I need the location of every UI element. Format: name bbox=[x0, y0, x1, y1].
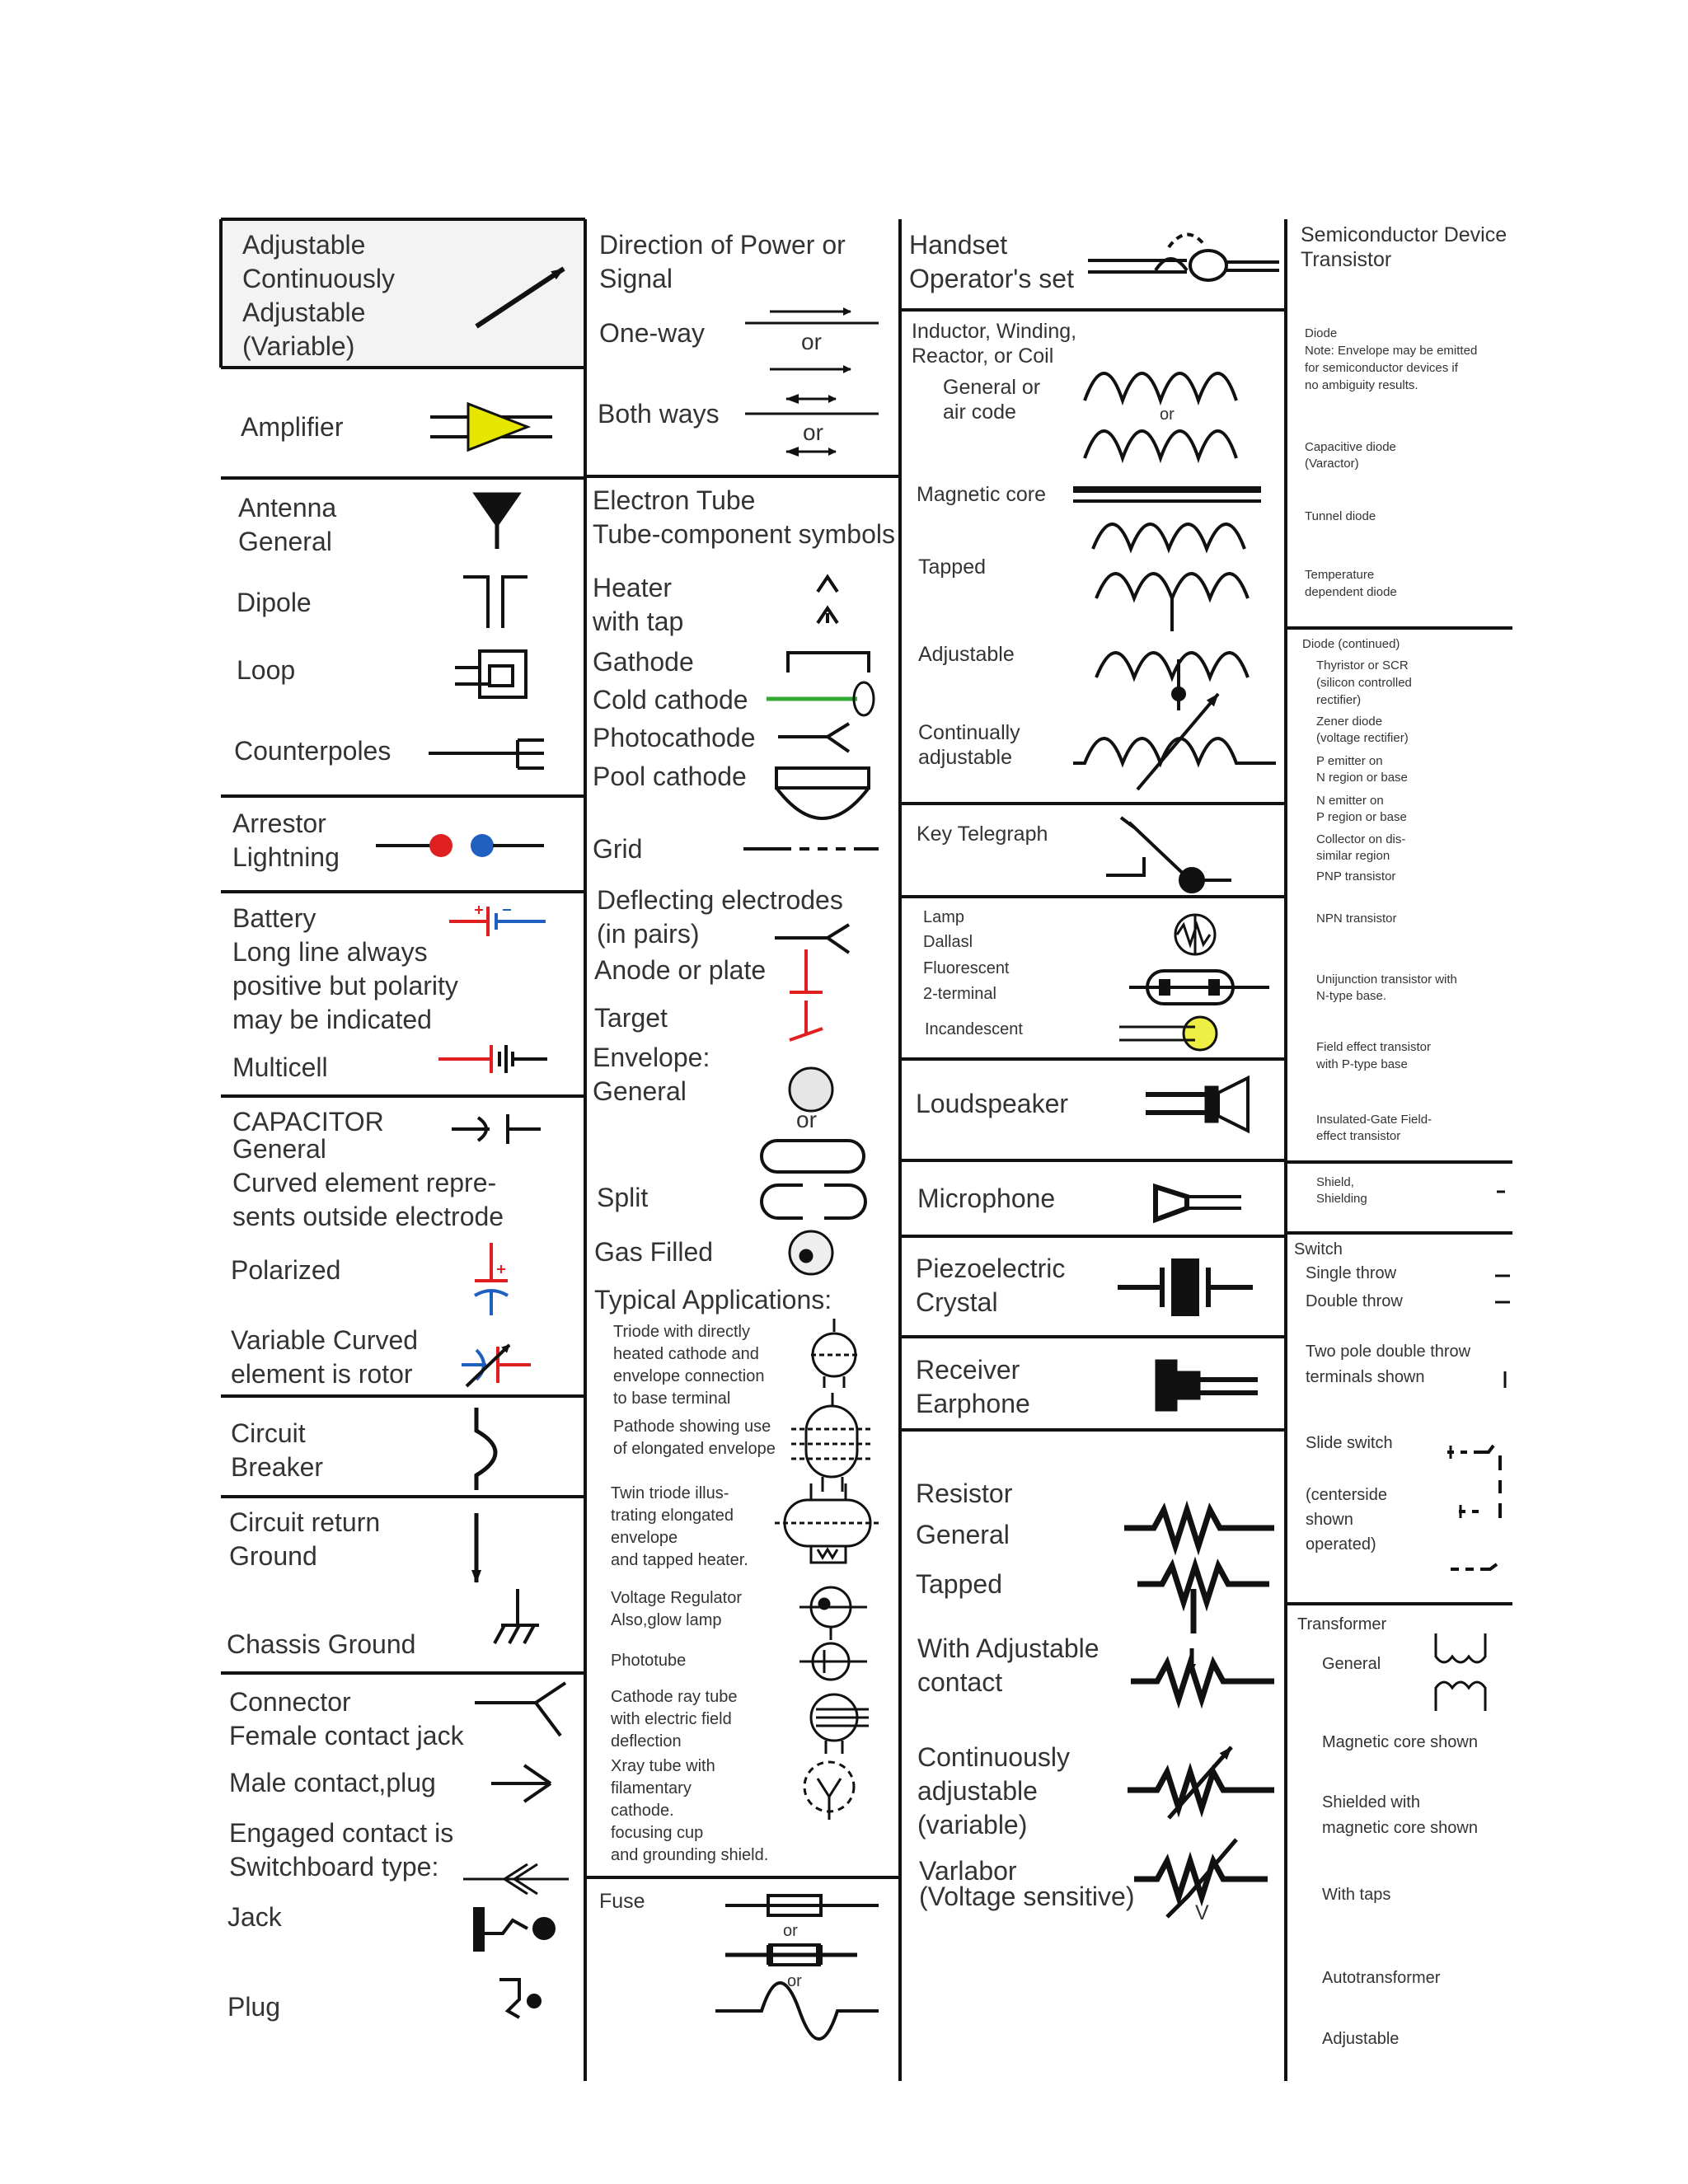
twin-triode-label-3: envelope bbox=[611, 1529, 678, 1547]
pathode-label-1: Pathode showing use bbox=[613, 1418, 771, 1436]
crt-symbol bbox=[811, 1694, 869, 1754]
gas-filled-symbol bbox=[790, 1231, 832, 1274]
centerside-label-1: (centerside bbox=[1306, 1486, 1387, 1504]
inductor-label-1: Inductor, Winding, bbox=[912, 320, 1077, 343]
deflecting-electrodes-symbol bbox=[775, 925, 849, 953]
triode-label-4: to base terminal bbox=[613, 1390, 731, 1408]
connector-label-1: Connector bbox=[229, 1687, 351, 1717]
continuously-adjustable-label-1: Continuously bbox=[917, 1742, 1070, 1772]
shield-label-2: Shielding bbox=[1316, 1192, 1367, 1206]
male-contact-label: Male contact,plug bbox=[229, 1768, 436, 1797]
single-throw-label: Single throw bbox=[1306, 1264, 1397, 1282]
battery-symbol bbox=[449, 906, 546, 936]
circuit-return-label-1: Circuit return bbox=[229, 1507, 381, 1537]
continually-label-2: adjustable bbox=[918, 746, 1012, 769]
triode-label-2: heated cathode and bbox=[613, 1345, 759, 1363]
inductor-air-symbol-2 bbox=[1085, 431, 1236, 458]
inductor-magnetic-core-symbol bbox=[1073, 490, 1261, 549]
semiconductor-label-2: Transistor bbox=[1301, 248, 1392, 271]
heater-label-2: with tap bbox=[593, 607, 684, 636]
xray-label-2: filamentary bbox=[611, 1779, 692, 1797]
variable-curved-label-2: element is rotor bbox=[231, 1359, 413, 1389]
one-way-label: One-way bbox=[599, 318, 706, 348]
antenna-label-1: Antenna bbox=[238, 493, 337, 523]
arrestor-symbol bbox=[376, 834, 544, 857]
magnetic-core-shown-label: Magnetic core shown bbox=[1322, 1733, 1478, 1751]
shielded-label-1: Shielded with bbox=[1322, 1793, 1420, 1811]
piezo-label-1: Piezoelectric bbox=[916, 1254, 1066, 1283]
direction-label-1: Direction of Power or bbox=[599, 230, 846, 260]
pool-cathode-symbol bbox=[776, 768, 869, 818]
adjustable-inductor-label: Adjustable bbox=[918, 643, 1015, 666]
capacitor-label-2: General bbox=[232, 1134, 326, 1164]
with-adjustable-label-1: With Adjustable bbox=[917, 1633, 1100, 1663]
loudspeaker-label: Loudspeaker bbox=[916, 1089, 1069, 1118]
photocathode-label: Photocathode bbox=[593, 723, 756, 752]
engaged-contact-symbol bbox=[463, 1864, 569, 1894]
p-emitter-label-1: P emitter on bbox=[1316, 754, 1383, 768]
igfet-label-2: effect transistor bbox=[1316, 1129, 1401, 1143]
inductor-or: or bbox=[1160, 405, 1175, 424]
fuse-or-2: or bbox=[787, 1972, 802, 1990]
circuit-return-label-2: Ground bbox=[229, 1541, 317, 1571]
p-emitter-label-2: N region or base bbox=[1316, 771, 1408, 785]
split-envelope-symbol bbox=[762, 1185, 865, 1218]
cold-cathode-symbol bbox=[767, 682, 874, 715]
polarized-label: Polarized bbox=[231, 1255, 341, 1285]
unijunction-label-1: Unijunction transistor with bbox=[1316, 972, 1457, 987]
loudspeaker-symbol bbox=[1146, 1078, 1248, 1131]
variable-capacitor-symbol bbox=[462, 1345, 531, 1386]
varistor-v-label: V bbox=[1195, 1901, 1209, 1924]
adjustable-label-3: Adjustable bbox=[242, 298, 366, 327]
crt-label-2: with electric field bbox=[611, 1710, 732, 1728]
phototube-symbol bbox=[799, 1643, 867, 1680]
continuously-adjustable-label-2: adjustable bbox=[917, 1776, 1038, 1806]
key-telegraph-label: Key Telegraph bbox=[917, 823, 1048, 846]
electron-tube-label-2: Tube-component symbols bbox=[593, 519, 895, 549]
transformer-label: Transformer bbox=[1297, 1615, 1387, 1633]
electron-tube-label-1: Electron Tube bbox=[593, 485, 756, 515]
handset-symbol bbox=[1088, 234, 1279, 280]
receiver-label-2: Earphone bbox=[916, 1389, 1030, 1418]
triode-symbol bbox=[811, 1319, 857, 1388]
battery-label-4: may be indicated bbox=[232, 1005, 432, 1034]
fuse-symbol-2 bbox=[725, 1945, 857, 1965]
loop-label: Loop bbox=[237, 655, 296, 685]
with-taps-label: With taps bbox=[1322, 1886, 1391, 1904]
capacitor-label-3: Curved element repre- bbox=[232, 1168, 497, 1197]
n-emitter-label-2: P region or base bbox=[1316, 810, 1407, 824]
antenna-label-2: General bbox=[238, 527, 332, 556]
inductor-adjustable-symbol bbox=[1096, 653, 1248, 710]
adjustable-label-1: Adjustable bbox=[242, 230, 366, 260]
continuously-adjustable-label-3: (variable) bbox=[917, 1810, 1028, 1840]
one-way-or: or bbox=[801, 329, 822, 354]
slide-switch-label: Slide switch bbox=[1306, 1434, 1393, 1452]
deflecting-label-2: (in pairs) bbox=[597, 919, 700, 949]
switch-label: Switch bbox=[1294, 1240, 1343, 1258]
multicell-label: Multicell bbox=[232, 1052, 328, 1082]
plug-symbol bbox=[499, 1980, 540, 2018]
general-air-label-2: air code bbox=[943, 401, 1016, 424]
zener-label-1: Zener diode bbox=[1316, 715, 1383, 729]
lamp-label-3: Fluorescent bbox=[923, 959, 1010, 977]
collector-label-1: Collector on dis- bbox=[1316, 832, 1406, 846]
cathode-label: Gathode bbox=[593, 647, 694, 677]
grid-label: Grid bbox=[593, 834, 643, 864]
unijunction-label-2: N-type base. bbox=[1316, 989, 1387, 1003]
jack-label: Jack bbox=[227, 1902, 282, 1932]
lamp-incandescent-symbol bbox=[1119, 1017, 1217, 1050]
resistor-tapped-symbol bbox=[1137, 1566, 1269, 1633]
envelope-or: or bbox=[796, 1107, 817, 1132]
male-plug-symbol bbox=[491, 1765, 551, 1802]
piezo-crystal-symbol bbox=[1118, 1261, 1253, 1314]
temperature-diode-label-2: dependent diode bbox=[1305, 585, 1397, 599]
continually-label-1: Continually bbox=[918, 721, 1020, 744]
lamp-label-2: Dallasl bbox=[923, 933, 973, 951]
tunnel-diode-label: Tunnel diode bbox=[1305, 509, 1376, 523]
two-pole-label-2: terminals shown bbox=[1306, 1368, 1425, 1386]
collector-label-2: similar region bbox=[1316, 849, 1390, 863]
diode-label-3: for semiconductor devices if bbox=[1305, 361, 1458, 375]
loop-symbol bbox=[455, 651, 526, 697]
microphone-symbol bbox=[1156, 1187, 1241, 1220]
voltage-regulator-symbol bbox=[799, 1587, 867, 1640]
triode-label-1: Triode with directly bbox=[613, 1323, 750, 1341]
inductor-label-2: Reactor, or Coil bbox=[912, 344, 1054, 368]
lamp-label-1: Lamp bbox=[923, 908, 965, 926]
xray-label-1: Xray tube with bbox=[611, 1757, 715, 1775]
resistor-label-1: Resistor bbox=[916, 1479, 1013, 1508]
circuit-breaker-label-1: Circuit bbox=[231, 1418, 306, 1448]
battery-label-2: Long line always bbox=[232, 937, 428, 967]
target-label: Target bbox=[594, 1003, 668, 1033]
target-symbol bbox=[790, 1001, 823, 1040]
fuse-symbol-1 bbox=[725, 1896, 879, 1915]
typical-applications-label: Typical Applications: bbox=[594, 1285, 832, 1315]
fuse-or-1: or bbox=[783, 1922, 798, 1940]
diode-label-2: Note: Envelope may be emitted bbox=[1305, 344, 1478, 358]
triode-label-3: envelope connection bbox=[613, 1367, 765, 1385]
anode-label: Anode or plate bbox=[594, 955, 767, 985]
deflecting-label-1: Deflecting electrodes bbox=[597, 885, 843, 915]
varlabor-label-1: Varlabor bbox=[919, 1856, 1017, 1886]
pnp-label: PNP transistor bbox=[1316, 869, 1396, 883]
thyristor-label-1: Thyristor or SCR bbox=[1316, 658, 1409, 673]
envelope-label-1: Envelope: bbox=[593, 1043, 710, 1072]
tapped-inductor-label: Tapped bbox=[918, 555, 987, 579]
two-pole-label-1: Two pole double throw bbox=[1306, 1343, 1471, 1361]
plug-label: Plug bbox=[227, 1992, 281, 2022]
cathode-symbol bbox=[788, 653, 869, 673]
circuit-breaker-label-2: Breaker bbox=[231, 1452, 324, 1482]
arrestor-label-1: Arrestor bbox=[232, 808, 326, 838]
magnetic-core-label: Magnetic core bbox=[917, 483, 1047, 506]
battery-label-3: positive but polarity bbox=[232, 971, 458, 1001]
capacitor-label-4: sents outside electrode bbox=[232, 1202, 504, 1231]
pathode-label-2: of elongated envelope bbox=[613, 1440, 776, 1458]
split-label: Split bbox=[597, 1183, 649, 1212]
envelope-general-symbol bbox=[790, 1068, 832, 1111]
lamp-label-4: 2-terminal bbox=[923, 985, 996, 1003]
handset-label-1: Handset bbox=[909, 230, 1008, 260]
dipole-symbol bbox=[463, 577, 528, 628]
transformer-general-symbol bbox=[1436, 1633, 1485, 1711]
adjustable-label-2: Continuously bbox=[242, 264, 395, 293]
capacitive-diode-label-2: (Varactor) bbox=[1305, 457, 1359, 471]
zener-label-2: (voltage rectifier) bbox=[1316, 731, 1409, 745]
amplifier-label: Amplifier bbox=[241, 412, 344, 442]
both-ways-label: Both ways bbox=[598, 399, 720, 429]
fet-label-2: with P-type base bbox=[1316, 1057, 1408, 1071]
microphone-label: Microphone bbox=[917, 1183, 1056, 1213]
connector-label-2: Female contact jack bbox=[229, 1721, 464, 1750]
xray-label-5: and grounding shield. bbox=[611, 1846, 769, 1864]
lamp-label-5: Incandescent bbox=[925, 1020, 1023, 1038]
tapped-resistor-label: Tapped bbox=[916, 1569, 1002, 1599]
pool-cathode-label: Pool cathode bbox=[593, 762, 747, 791]
gas-filled-label: Gas Filled bbox=[594, 1237, 714, 1267]
double-throw-label: Double throw bbox=[1306, 1292, 1403, 1310]
piezo-label-2: Crystal bbox=[916, 1287, 998, 1317]
centerside-label-2: shown bbox=[1306, 1511, 1353, 1529]
multicell-symbol bbox=[438, 1045, 547, 1073]
general-air-label-1: General or bbox=[943, 376, 1041, 399]
diode-continued-label: Diode (continued) bbox=[1302, 637, 1400, 651]
engaged-label-2: Switchboard type: bbox=[229, 1852, 439, 1882]
chassis-ground-symbol bbox=[495, 1589, 539, 1643]
envelope-elongated-symbol bbox=[762, 1141, 864, 1172]
resistor-general-symbol bbox=[1124, 1510, 1274, 1546]
xray-label-4: focusing cup bbox=[611, 1824, 704, 1842]
phototube-label: Phototube bbox=[611, 1652, 687, 1670]
key-telegraph-symbol bbox=[1106, 818, 1231, 892]
adjustable-transformer-label: Adjustable bbox=[1322, 2030, 1400, 2048]
autotransformer-label: Autotransformer bbox=[1322, 1969, 1441, 1987]
handset-label-2: Operator's set bbox=[909, 264, 1074, 293]
polarized-capacitor-symbol bbox=[475, 1243, 508, 1315]
fet-label-1: Field effect transistor bbox=[1316, 1040, 1431, 1054]
igfet-label-1: Insulated-Gate Field- bbox=[1316, 1113, 1432, 1127]
transformer-general-label: General bbox=[1322, 1655, 1381, 1673]
receiver-label-1: Receiver bbox=[916, 1355, 1020, 1385]
npn-label: NPN transistor bbox=[1316, 912, 1397, 926]
lamp-fluorescent-symbol bbox=[1129, 971, 1269, 1004]
counterpoles-label: Counterpoles bbox=[234, 736, 392, 766]
receiver-earphone-symbol bbox=[1156, 1360, 1258, 1411]
diode-label-1: Diode bbox=[1305, 326, 1338, 340]
inductor-tapped-symbol bbox=[1096, 574, 1248, 631]
capacitor-symbol bbox=[452, 1114, 541, 1144]
n-emitter-label-1: N emitter on bbox=[1316, 794, 1384, 808]
adjustable-label-4: (Variable) bbox=[242, 331, 355, 361]
resistor-adjustable-contact-symbol bbox=[1131, 1648, 1274, 1699]
direction-label-2: Signal bbox=[599, 264, 673, 293]
twin-triode-label-1: Twin triode illus- bbox=[611, 1484, 729, 1502]
xray-label-3: cathode. bbox=[611, 1802, 674, 1820]
heater-label-1: Heater bbox=[593, 573, 673, 602]
envelope-label-2: General bbox=[593, 1076, 687, 1106]
cold-cathode-label: Cold cathode bbox=[593, 685, 748, 715]
with-adjustable-label-2: contact bbox=[917, 1667, 1003, 1697]
resistor-continuously-adjustable-symbol bbox=[1128, 1747, 1274, 1818]
female-jack-symbol bbox=[475, 1683, 565, 1736]
inductor-air-symbol-1 bbox=[1085, 373, 1236, 401]
crt-label-3: deflection bbox=[611, 1732, 682, 1750]
shield-label-1: Shield, bbox=[1316, 1175, 1354, 1189]
twin-triode-symbol bbox=[775, 1483, 879, 1563]
crt-label-1: Cathode ray tube bbox=[611, 1688, 738, 1706]
inductor-continually-adjustable-symbol bbox=[1073, 694, 1276, 790]
voltage-reg-label-2: Also,glow lamp bbox=[611, 1611, 722, 1629]
semiconductor-label-1: Semiconductor Device bbox=[1301, 223, 1507, 246]
column4-edge-marks bbox=[1447, 1192, 1510, 1569]
variable-curved-label-1: Variable Curved bbox=[231, 1325, 419, 1355]
antenna-symbol bbox=[476, 494, 518, 549]
jack-symbol bbox=[475, 1909, 554, 1950]
dipole-label: Dipole bbox=[237, 588, 312, 617]
lamp-dallas-symbol bbox=[1175, 915, 1215, 954]
engaged-label-1: Engaged contact is bbox=[229, 1818, 454, 1848]
both-ways-or: or bbox=[803, 419, 823, 445]
photocathode-symbol bbox=[778, 724, 849, 752]
chassis-ground-label: Chassis Ground bbox=[227, 1629, 416, 1659]
fuse-label: Fuse bbox=[599, 1890, 645, 1913]
thyristor-label-3: rectifier) bbox=[1316, 693, 1362, 707]
heater-symbol bbox=[818, 577, 837, 623]
shielded-label-2: magnetic core shown bbox=[1322, 1819, 1478, 1837]
amplifier-symbol bbox=[430, 404, 552, 450]
resistor-label-2: General bbox=[916, 1520, 1010, 1549]
centerside-label-3: operated) bbox=[1306, 1535, 1376, 1554]
pathode-symbol bbox=[791, 1393, 872, 1492]
thyristor-label-2: (silicon controlled bbox=[1316, 676, 1412, 690]
capacitor-label-1: CAPACITOR bbox=[232, 1107, 384, 1137]
diode-label-4: no ambiguity results. bbox=[1305, 378, 1418, 392]
anode-symbol bbox=[790, 949, 823, 992]
capacitive-diode-label-1: Capacitive diode bbox=[1305, 440, 1396, 454]
counterpoles-symbol bbox=[429, 740, 544, 768]
twin-triode-label-2: trating elongated bbox=[611, 1507, 734, 1525]
arrestor-label-2: Lightning bbox=[232, 842, 340, 872]
voltage-reg-label-1: Voltage Regulator bbox=[611, 1589, 743, 1607]
circuit-breaker-symbol bbox=[476, 1408, 495, 1490]
twin-triode-label-4: and tapped heater. bbox=[611, 1551, 748, 1569]
battery-label-1: Battery bbox=[232, 903, 316, 933]
varlabor-label-2: (Voltage sensitive) bbox=[919, 1882, 1135, 1911]
grid-lines bbox=[221, 219, 1512, 2081]
xray-symbol bbox=[804, 1762, 854, 1820]
temperature-diode-label-1: Temperature bbox=[1305, 568, 1375, 582]
